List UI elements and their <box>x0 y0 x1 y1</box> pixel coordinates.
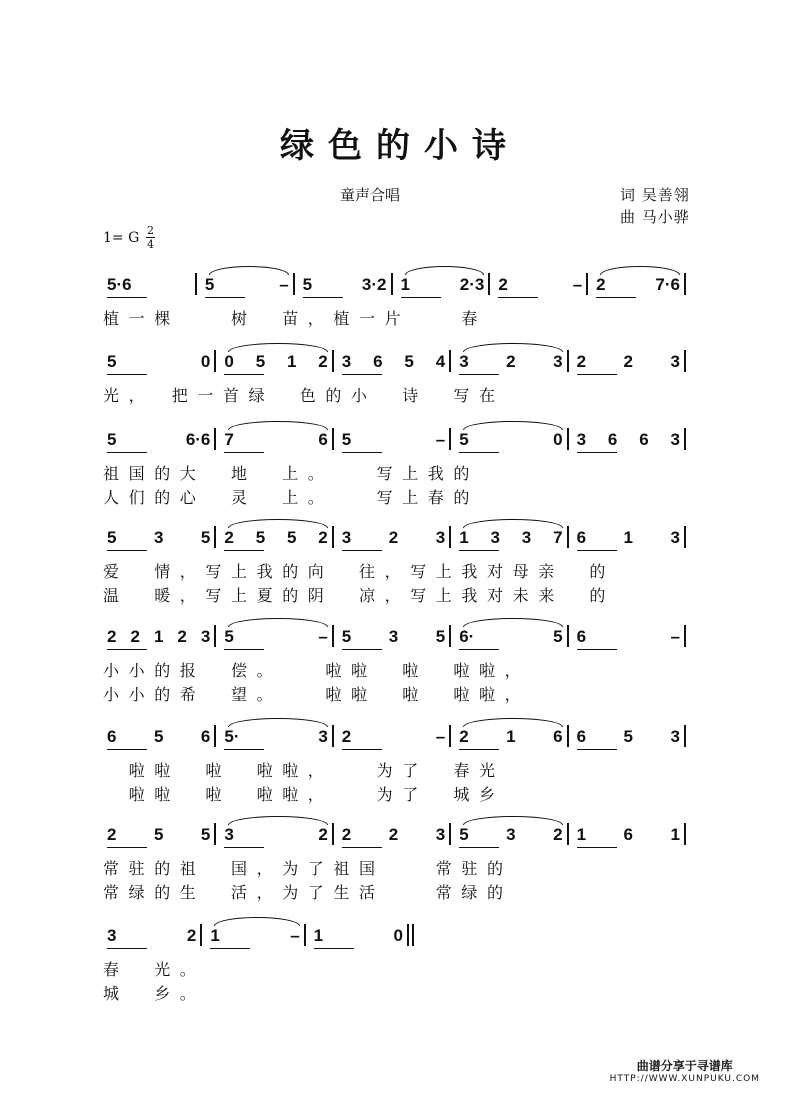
barline <box>567 526 569 548</box>
barline <box>214 625 216 647</box>
measure-notes: 5 6·6 <box>107 430 211 449</box>
barline <box>449 823 451 845</box>
key-signature: 1= G <box>103 230 140 246</box>
measure-notes: 3 2 <box>107 926 197 945</box>
lyric-line: 常驻的祖 国，为了祖国 常驻的 <box>103 859 513 878</box>
footer-watermark <box>610 1057 760 1084</box>
lyric-line: 人们的心 灵 上。 写上春的 <box>103 488 480 507</box>
barline <box>332 725 334 747</box>
barline <box>449 725 451 747</box>
barline <box>567 725 569 747</box>
tie-arc <box>228 618 327 627</box>
tie-arc <box>463 816 562 825</box>
tie-arc <box>463 618 562 627</box>
measure-notes: 5 3·2 <box>302 275 387 294</box>
measure-notes: 5 3 5 <box>341 627 446 646</box>
measure-notes: 3 2 3 <box>341 528 446 547</box>
lyric-line: 爱 情，写上我的向 往，写上我对母亲 的 <box>103 562 616 581</box>
barline <box>332 428 334 450</box>
tie-arc <box>214 917 299 926</box>
barline <box>449 625 451 647</box>
barline <box>214 823 216 845</box>
lyric-line: 温 暖，写上夏的阴 凉，写上我对未来 的 <box>103 586 616 605</box>
barline <box>332 526 334 548</box>
tie-arc <box>463 343 562 352</box>
composer-label: 曲 马小骅 <box>620 208 690 226</box>
barline <box>684 725 686 747</box>
lyric-line: 啦啦 啦 啦啦， 为了 春光 <box>103 761 505 780</box>
barline <box>407 924 409 946</box>
barline <box>567 428 569 450</box>
tie-arc <box>463 421 562 430</box>
time-signature <box>146 225 155 250</box>
measure-notes: 2 – <box>498 275 583 294</box>
barline <box>449 526 451 548</box>
tie-arc <box>209 266 289 275</box>
barline <box>449 428 451 450</box>
measure-notes: 2 7·6 <box>596 275 680 294</box>
time-signature-bottom: 4 <box>147 238 154 251</box>
lyric-line: 光， 把一首绿 色的小 诗 写在 <box>103 386 505 405</box>
barline <box>214 428 216 450</box>
lyric-line: 祖国的大 地 上。 写上我的 <box>103 464 480 483</box>
measure-notes: 2 5 5 2 <box>224 528 328 547</box>
barline <box>684 625 686 647</box>
measure-notes: 1 2·3 <box>400 275 485 294</box>
lyric-line: 小小的希 望。 啦啦 啦 啦啦， <box>103 685 531 704</box>
barline <box>293 273 295 295</box>
measure-notes: 6· 5 <box>459 627 563 646</box>
barline <box>304 924 306 946</box>
measure-notes: 5 – <box>224 627 328 646</box>
tie-arc <box>463 718 562 727</box>
footer-line1: 曲谱分享于寻谱库 <box>636 1059 733 1073</box>
tie-arc <box>463 519 562 528</box>
barline <box>567 350 569 372</box>
lyric-line: 啦啦 啦 啦啦， 为了 城乡 <box>103 785 505 804</box>
barline <box>391 273 393 295</box>
barline <box>684 350 686 372</box>
measure-notes: 2 2 3 <box>341 825 446 844</box>
barline <box>567 625 569 647</box>
tie-arc <box>228 718 327 727</box>
tie-arc <box>405 266 485 275</box>
barline <box>214 725 216 747</box>
measure-notes: 0 5 1 2 <box>224 352 328 371</box>
measure-notes: 6 5 3 <box>576 727 680 746</box>
barline <box>684 823 686 845</box>
measure-notes: 1 6 1 <box>576 825 680 844</box>
measure-notes: 5 3 2 <box>459 825 563 844</box>
barline <box>684 526 686 548</box>
measure-notes: 2 2 3 <box>576 352 680 371</box>
barline <box>214 350 216 372</box>
barline <box>684 428 686 450</box>
measure-notes: 3 2 3 <box>459 352 563 371</box>
barline <box>684 273 686 295</box>
measure-notes: 5· 3 <box>224 727 328 746</box>
measure-notes: 3 6 6 3 <box>576 430 680 449</box>
measure-notes: 5 0 <box>107 352 211 371</box>
measure-notes: 2 2 1 2 3 <box>107 627 211 646</box>
measure-notes: 1 3 3 7 <box>459 528 563 547</box>
measure-notes: 2 5 5 <box>107 825 211 844</box>
barline <box>332 350 334 372</box>
measure-notes: 5 3 5 <box>107 528 211 547</box>
measure-notes: 6 1 3 <box>576 528 680 547</box>
page-title: 绿色的小诗 <box>280 126 520 166</box>
tie-arc <box>228 343 327 352</box>
lyricist-label: 词 吴善翎 <box>620 186 690 204</box>
measure-notes: 7 6 <box>224 430 328 449</box>
barline <box>449 350 451 372</box>
barline <box>195 273 197 295</box>
barline <box>214 526 216 548</box>
lyric-line: 常绿的生 活，为了生活 常绿的 <box>103 883 513 902</box>
tie-arc <box>228 816 327 825</box>
lyric-line: 小小的报 偿。 啦啦 啦 啦啦， <box>103 661 531 680</box>
measure-notes: 3 2 <box>224 825 328 844</box>
measure-notes: 1 0 <box>313 926 403 945</box>
measure-notes: 5 0 <box>459 430 563 449</box>
barline <box>567 823 569 845</box>
performer-label: 童声合唱 <box>340 186 401 204</box>
measure-notes: 6 5 6 <box>107 727 211 746</box>
time-signature-top: 2 <box>147 224 154 237</box>
tie-arc <box>600 266 680 275</box>
barline <box>332 625 334 647</box>
lyric-line: 城 乡。 <box>103 984 206 1003</box>
lyric-line: 春 光。 <box>103 960 206 979</box>
barline <box>200 924 202 946</box>
measure-notes: 5 – <box>341 430 446 449</box>
lyric-line: 植一棵 树 苗，植一片 春 <box>103 309 488 328</box>
barline <box>332 823 334 845</box>
footer-line2: HTTP://WWW.XUNPUKU.COM <box>609 1074 760 1084</box>
measure-notes: 5·6 <box>107 275 132 294</box>
measure-notes: 1 – <box>210 926 300 945</box>
measure-notes: 3 6 5 4 <box>341 352 446 371</box>
measure-notes: 5 – <box>204 275 289 294</box>
measure-notes: 6 – <box>576 627 680 646</box>
measure-notes: 2 – <box>341 727 446 746</box>
barline <box>586 273 588 295</box>
measure-notes: 2 1 6 <box>459 727 563 746</box>
barline <box>488 273 490 295</box>
tie-arc <box>228 519 327 528</box>
tie-arc <box>228 421 327 430</box>
